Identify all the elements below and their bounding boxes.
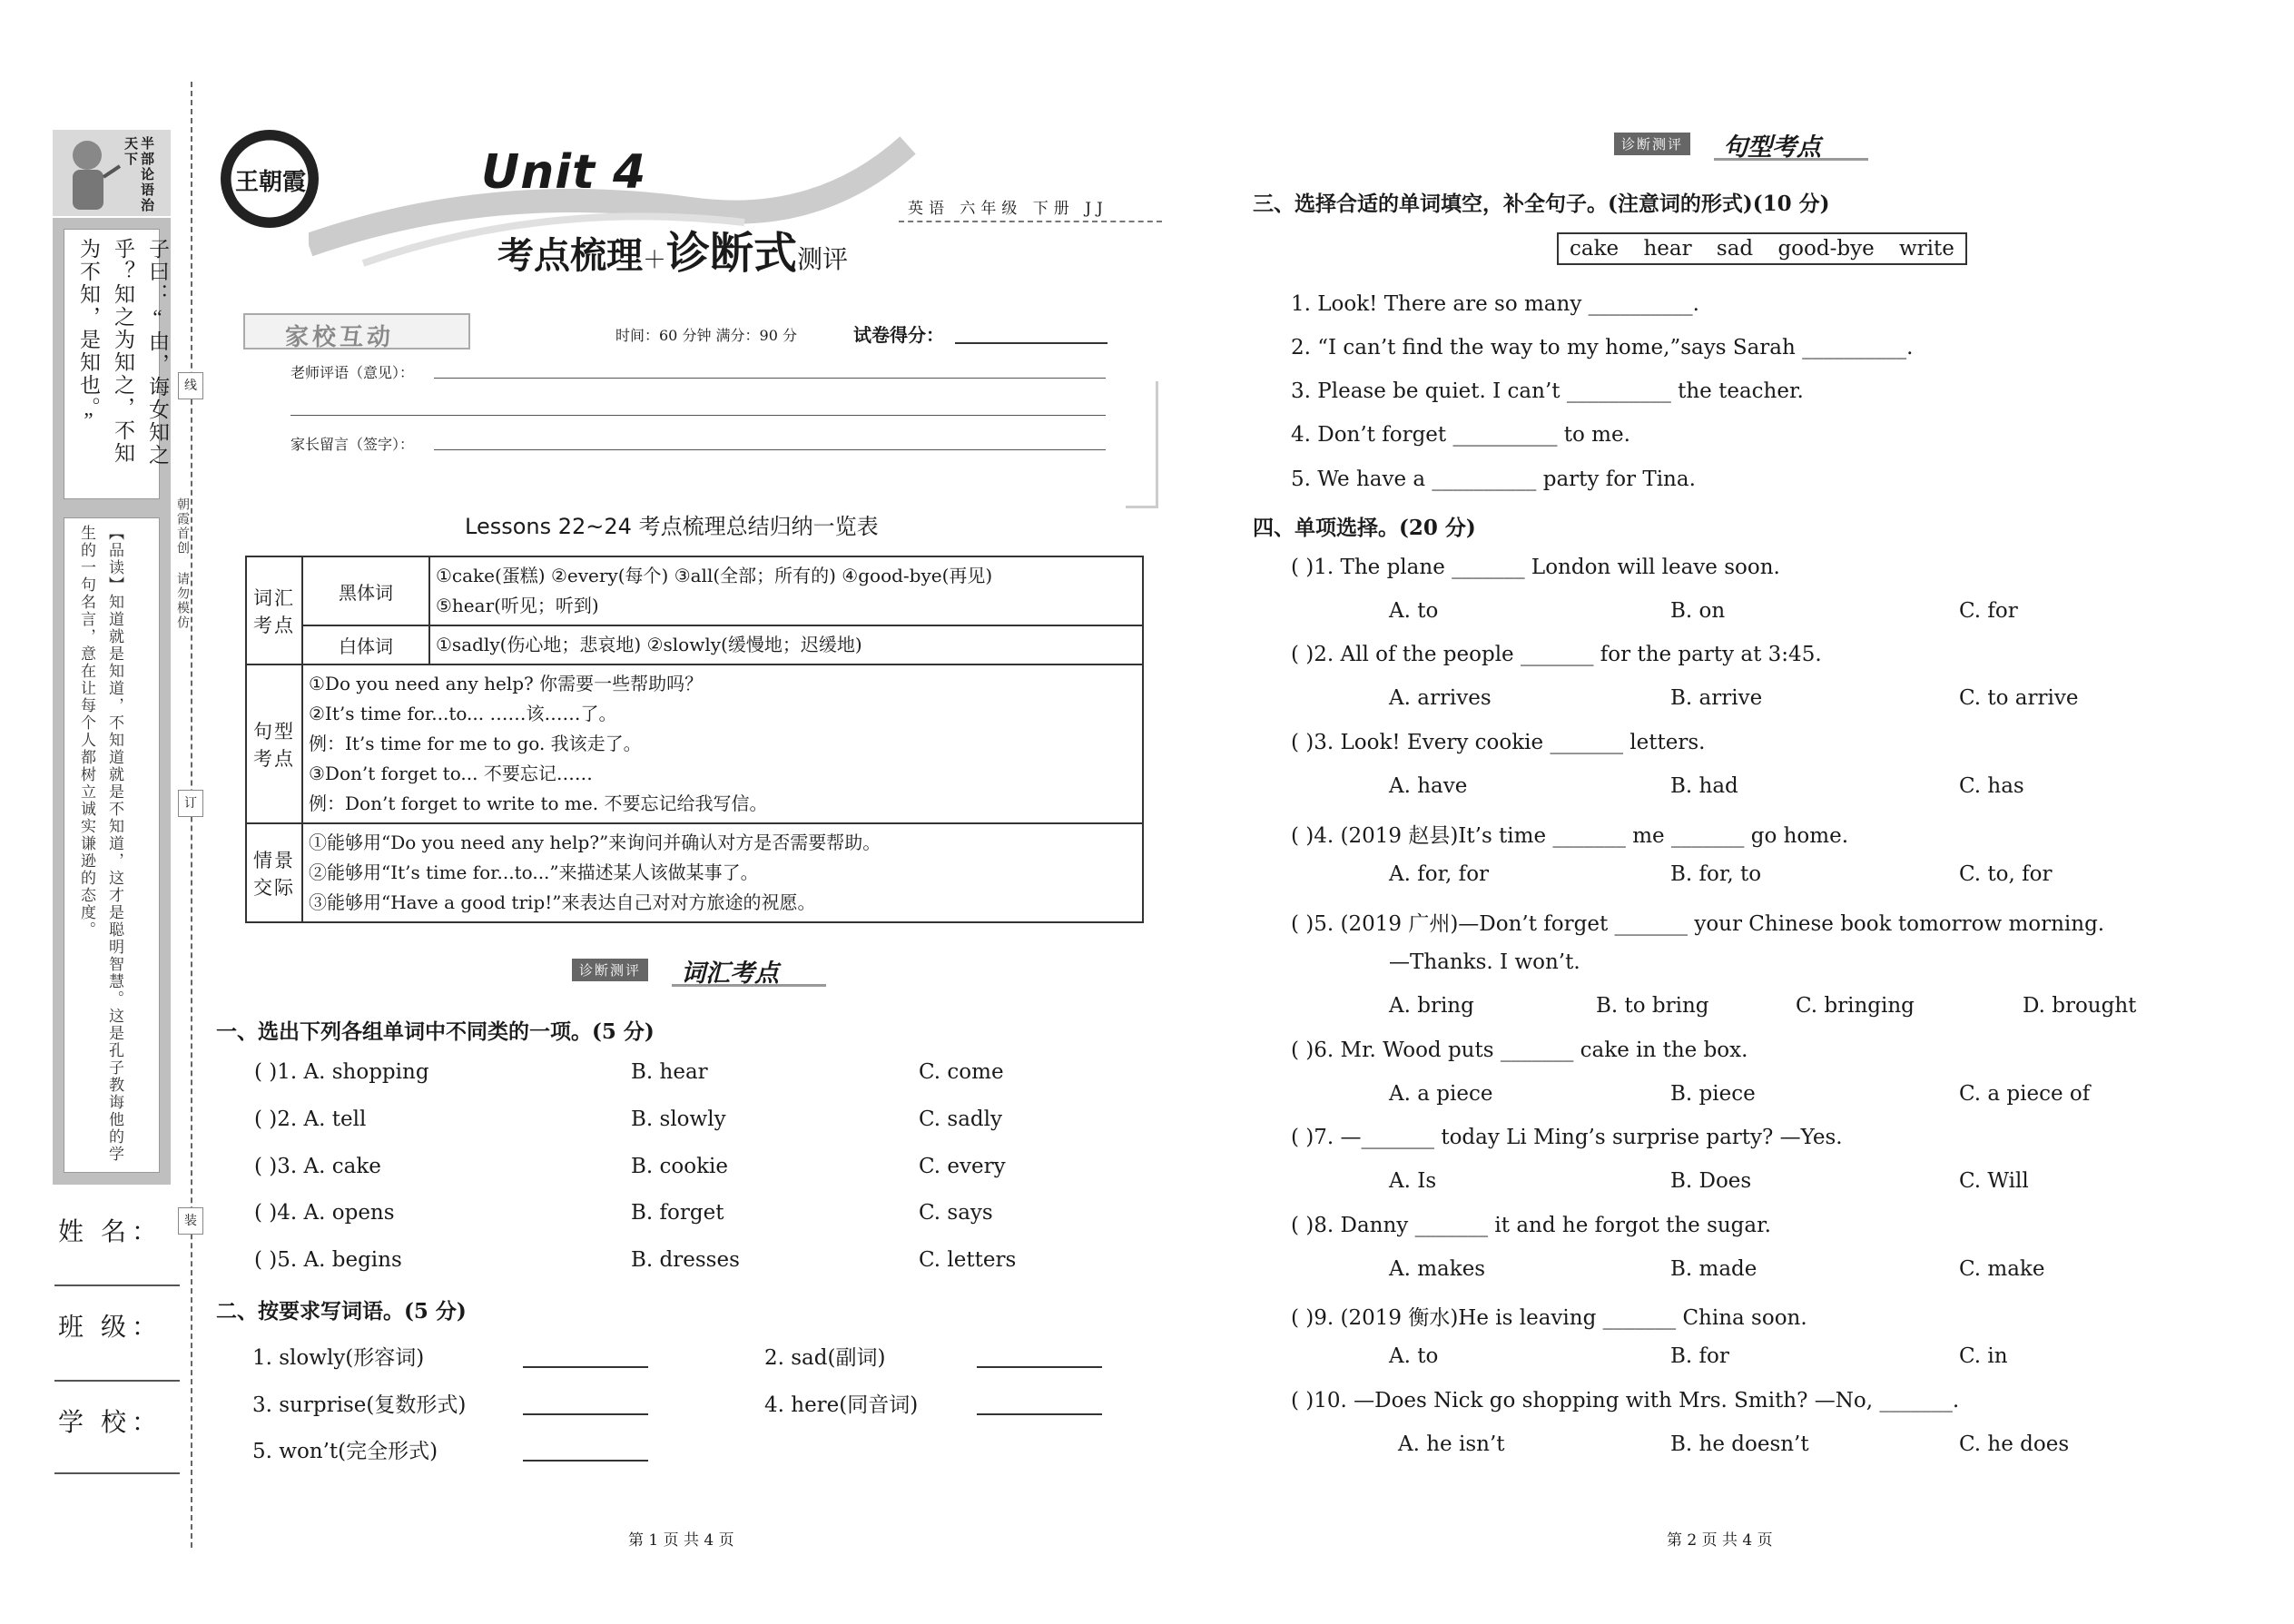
parent-comment-label: 家长留言（签字）： bbox=[290, 436, 415, 453]
table-row bbox=[246, 625, 1143, 664]
table-row bbox=[246, 556, 1143, 625]
banner-tag: 诊断测评 bbox=[572, 959, 648, 981]
main-heading bbox=[497, 218, 848, 281]
s1-option-b: B. hear bbox=[631, 1060, 708, 1084]
s2-item-2: 2. sad(副词) bbox=[764, 1346, 886, 1370]
s4-option: C. has bbox=[1959, 774, 2024, 798]
s4-option: A. have bbox=[1389, 774, 1468, 798]
s4-question-5: ( )5. (2019 广州)—Don’t forget _______ your Chinese book tomorrow morning. bbox=[1291, 912, 2105, 936]
name-field[interactable] bbox=[54, 1284, 180, 1286]
copyright-note: 朝霞首创 请勿模仿 bbox=[175, 497, 190, 630]
vocab-category: 词汇考点 bbox=[246, 556, 302, 664]
s1-item-2: ( )2. A. tell bbox=[254, 1107, 367, 1131]
bold-words-label: 黑体词 bbox=[302, 556, 429, 625]
s4-option: A. arrives bbox=[1389, 686, 1492, 710]
pindu-text: 【品读】知道就是知道，不知道就是不知道，这才是聪明智慧。这是孔子教诲他的学生的一句名言，意在让每个人都树立诚实谦逊的态度。 bbox=[78, 525, 123, 1163]
bold-words-line: ⑤hear(听见；听到) bbox=[436, 595, 599, 616]
sentence-line: 例：Don’t forget to write to me. 不要忘记给我写信。 bbox=[309, 792, 768, 814]
s2-item-1: 1. slowly(形容词) bbox=[252, 1346, 425, 1370]
s3-item-1: 1. Look! There are so many __________. bbox=[1291, 292, 1699, 316]
sentence-line: ②It’s time for...to... ……该……了。 bbox=[309, 703, 617, 724]
page-number-2: 第 2 页 共 4 页 bbox=[1667, 1531, 1773, 1550]
cut-label-line: 线 bbox=[178, 372, 203, 399]
s2-item-3: 3. surprise(复数形式) bbox=[252, 1393, 467, 1417]
sentence-banner bbox=[1614, 127, 1868, 163]
s4-option: C. bringing bbox=[1796, 994, 1915, 1018]
s1-item-4: ( )4. A. opens bbox=[254, 1201, 395, 1225]
teacher-comment-line-2[interactable] bbox=[290, 415, 1106, 416]
s3-item-5: 5. We have a __________ party for Tina. bbox=[1291, 468, 1696, 491]
s1-option-c: C. every bbox=[919, 1155, 1006, 1178]
s1-option-b: B. cookie bbox=[631, 1155, 729, 1178]
subject-tag: 英语 六年级 下册 JJ bbox=[908, 200, 1108, 218]
s1-item-5: ( )5. A. begins bbox=[254, 1248, 402, 1272]
s4-question-6: ( )6. Mr. Wood puts _______ cake in the box. bbox=[1291, 1038, 1748, 1062]
time-info: 时间：60 分钟 满分：90 分 bbox=[615, 327, 797, 344]
word-bank: cake hear sad good-bye write bbox=[1557, 232, 1967, 265]
situation-line: ②能够用“It’s time for...to...”来描述某人该做某事了。 bbox=[309, 861, 759, 883]
s2-answer-2[interactable] bbox=[977, 1366, 1102, 1368]
s4-option: B. for, to bbox=[1670, 862, 1762, 886]
score-field[interactable] bbox=[955, 342, 1108, 344]
cut-label-bind: 订 bbox=[178, 790, 203, 817]
s2-answer-1[interactable] bbox=[523, 1366, 648, 1368]
s4-option: A. a piece bbox=[1389, 1082, 1493, 1106]
s4-question-4: ( )4. (2019 赵县)It’s time _______ me _______ go home. bbox=[1291, 824, 1849, 848]
bold-words-line: ①cake(蛋糕) ②every(每个) ③all(全部；所有的) ④good-bye(再见) bbox=[436, 565, 993, 586]
section4-heading: 四、单项选择。(20 分) bbox=[1253, 516, 1476, 540]
vocab-banner bbox=[572, 953, 826, 989]
heading-part2: 诊断式 bbox=[666, 228, 798, 279]
s2-answer-5[interactable] bbox=[523, 1460, 648, 1462]
s4-question-7: ( )7. —_______ today Li Ming’s surprise party? —Yes. bbox=[1291, 1126, 1843, 1149]
s4-option: B. to bring bbox=[1596, 994, 1709, 1018]
s2-answer-3[interactable] bbox=[523, 1413, 648, 1415]
s4-option: A. he isn’t bbox=[1398, 1432, 1505, 1456]
s4-option: C. he does bbox=[1959, 1432, 2070, 1456]
s2-item-4: 4. here(同音词) bbox=[764, 1393, 919, 1417]
s4-option: C. a piece of bbox=[1959, 1082, 2091, 1106]
s4-question-5-reply: —Thanks. I won’t. bbox=[1389, 950, 1580, 974]
situation-line: ①能够用“Do you need any help?”来询问并确认对方是否需要帮助。 bbox=[309, 832, 881, 853]
class-field[interactable] bbox=[54, 1380, 180, 1382]
white-words-label: 白体词 bbox=[302, 625, 429, 664]
s4-option: A. bring bbox=[1389, 994, 1474, 1018]
s4-option: A. to bbox=[1389, 1344, 1439, 1368]
s1-option-c: C. sadly bbox=[919, 1107, 1002, 1131]
situation-line: ③能够用“Have a good trip!”来表达自己对对方旅途的祝愿。 bbox=[309, 891, 816, 913]
s2-item-5: 5. won’t(完全形式) bbox=[252, 1440, 438, 1463]
page-number-1: 第 1 页 共 4 页 bbox=[628, 1531, 734, 1550]
score-label: 试卷得分： bbox=[853, 324, 944, 346]
sentence-category: 句型考点 bbox=[246, 664, 302, 823]
sentence-cell bbox=[302, 664, 1143, 823]
summary-title: Lessons 22~24 考点梳理总结归纳一览表 bbox=[465, 514, 879, 539]
s4-option: B. he doesn’t bbox=[1670, 1432, 1809, 1456]
s1-option-b: B. forget bbox=[631, 1201, 724, 1225]
subject-underline bbox=[899, 221, 1162, 222]
s4-option: D. brought bbox=[2023, 994, 2137, 1018]
s4-option: B. had bbox=[1670, 774, 1738, 798]
sentence-line: ①Do you need any help? 你需要一些帮助吗？ bbox=[309, 673, 704, 694]
s4-question-9: ( )9. (2019 衡水)He is leaving _______ China soon. bbox=[1291, 1306, 1807, 1330]
situation-cell bbox=[302, 823, 1143, 922]
sidebar-idiom: 半部论语治天下 bbox=[123, 136, 155, 213]
unit-title: Unit 4 bbox=[481, 145, 647, 200]
bold-words-cell bbox=[429, 556, 1143, 625]
logo-text: 王朝霞 bbox=[234, 169, 306, 196]
cut-label-pack: 装 bbox=[178, 1207, 203, 1235]
s4-option: B. Does bbox=[1670, 1169, 1752, 1193]
s4-option: C. make bbox=[1959, 1257, 2045, 1281]
banner-tag: 诊断测评 bbox=[1614, 133, 1690, 155]
s1-item-1: ( )1. A. shopping bbox=[254, 1060, 429, 1084]
s4-option: A. Is bbox=[1389, 1169, 1437, 1193]
table-row bbox=[246, 664, 1143, 823]
banner-title: 词汇考点 bbox=[681, 960, 779, 988]
corner-decoration bbox=[1126, 381, 1158, 508]
class-label: 班 级： bbox=[58, 1314, 163, 1342]
school-field[interactable] bbox=[54, 1472, 180, 1474]
table-row bbox=[246, 823, 1143, 922]
s4-option: A. for, for bbox=[1389, 862, 1490, 886]
s4-option: B. piece bbox=[1670, 1082, 1756, 1106]
jiaxiao-badge bbox=[243, 313, 470, 349]
s4-option: C. for bbox=[1959, 599, 2018, 623]
s3-item-4: 4. Don’t forget __________ to me. bbox=[1291, 423, 1630, 447]
s2-answer-4[interactable] bbox=[977, 1413, 1102, 1415]
s4-option: C. Will bbox=[1959, 1169, 2029, 1193]
banner-title: 句型考点 bbox=[1723, 133, 1821, 162]
s4-question-8: ( )8. Danny _______ it and he forgot the sugar. bbox=[1291, 1214, 1771, 1237]
parent-comment-line[interactable] bbox=[434, 449, 1106, 450]
section1-heading: 一、选出下列各组单词中不同类的一项。(5 分) bbox=[216, 1019, 655, 1044]
situation-category: 情景交际 bbox=[246, 823, 302, 922]
section3-heading: 三、选择合适的单词填空，补全句子。(注意词的形式)(10 分) bbox=[1253, 192, 1830, 216]
white-words-cell: ①sadly(伤心地；悲哀地) ②slowly(缓慢地；迟缓地) bbox=[429, 625, 1143, 664]
confucius-quote: 子曰：“由，诲女知之乎？知之为知之，不知为不知，是知也。” bbox=[77, 238, 169, 467]
s1-option-c: C. come bbox=[919, 1060, 1004, 1084]
s4-question-2: ( )2. All of the people _______ for the party at 3:45. bbox=[1291, 643, 1822, 666]
s4-option: B. made bbox=[1670, 1257, 1757, 1281]
s1-option-c: C. letters bbox=[919, 1248, 1017, 1272]
s4-option: B. on bbox=[1670, 599, 1726, 623]
s1-option-b: B. slowly bbox=[631, 1107, 726, 1131]
s4-question-3: ( )3. Look! Every cookie _______ letters. bbox=[1291, 731, 1706, 754]
summary-table bbox=[245, 556, 1144, 923]
heading-plus: ＋ bbox=[643, 247, 667, 274]
jiaxiao-label: 家校互动 bbox=[285, 324, 395, 351]
name-label: 姓 名： bbox=[58, 1218, 163, 1246]
teacher-comment-label: 老师评语（意见）： bbox=[290, 364, 415, 381]
teacher-comment-line[interactable] bbox=[434, 378, 1106, 379]
s4-option: A. makes bbox=[1389, 1257, 1486, 1281]
section2-heading: 二、按要求写词语。(5 分) bbox=[216, 1299, 467, 1324]
school-label: 学 校： bbox=[58, 1409, 163, 1437]
s4-option: C. to arrive bbox=[1959, 686, 2079, 710]
s4-option: C. in bbox=[1959, 1344, 2008, 1368]
s3-item-3: 3. Please be quiet. I can’t __________ the teacher. bbox=[1291, 379, 1804, 403]
s1-option-b: B. dresses bbox=[631, 1248, 740, 1272]
s4-option: C. to, for bbox=[1959, 862, 2053, 886]
s4-option: A. to bbox=[1389, 599, 1439, 623]
s4-option: B. arrive bbox=[1670, 686, 1763, 710]
heading-part1: 考点梳理 bbox=[497, 234, 643, 277]
s4-question-1: ( )1. The plane _______ London will leave soon. bbox=[1291, 556, 1780, 579]
sentence-line: 例：It’s time for me to go. 我该走了。 bbox=[309, 733, 642, 754]
s4-question-10: ( )10. —Does Nick go shopping with Mrs. Smith? —No, _______. bbox=[1291, 1389, 1960, 1412]
s1-item-3: ( )3. A. cake bbox=[254, 1155, 381, 1178]
s3-item-2: 2. “I can’t find the way to my home,”says Sarah __________. bbox=[1291, 336, 1914, 359]
s4-option: B. for bbox=[1670, 1344, 1729, 1368]
heading-part3: 测评 bbox=[797, 244, 849, 274]
s1-option-c: C. says bbox=[919, 1201, 993, 1225]
sentence-line: ③Don’t forget to... 不要忘记…… bbox=[309, 763, 593, 784]
